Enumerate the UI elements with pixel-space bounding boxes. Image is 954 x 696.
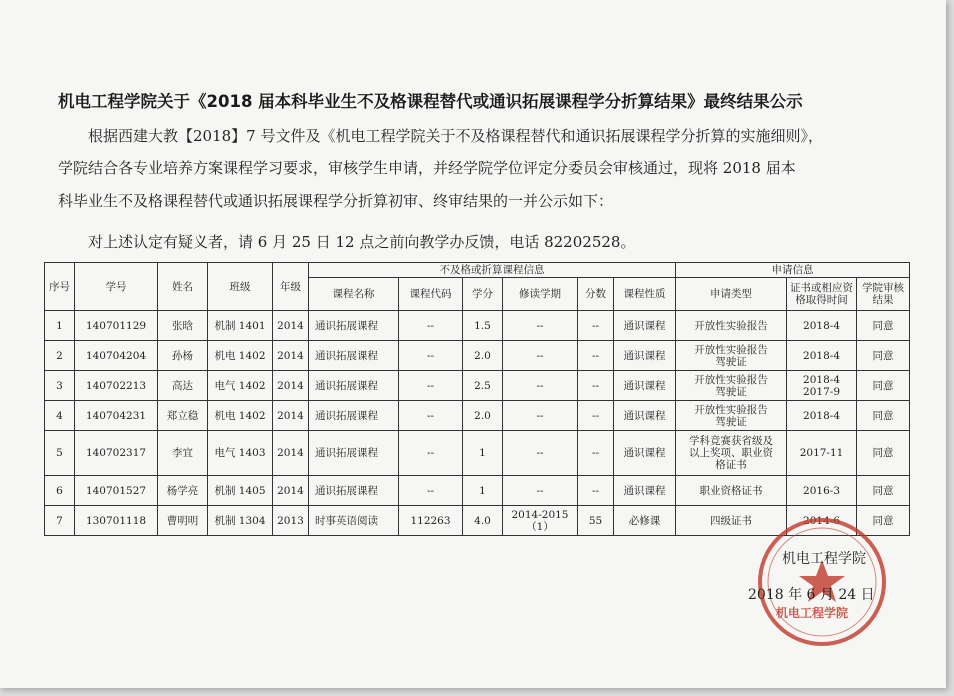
cell-course-name: 通识拓展课程: [309, 401, 399, 431]
cell-cert-time: 2018-4: [787, 401, 857, 431]
cell-class: 机制 1304: [208, 506, 273, 536]
cell-course-type: 通识课程: [614, 371, 676, 401]
cell-student-id: 140704231: [75, 401, 158, 431]
header-apply-group: 申请信息: [676, 263, 910, 278]
cell-grade: 2013: [273, 506, 309, 536]
cell-grade: 2014: [273, 476, 309, 506]
cell-score: --: [578, 401, 614, 431]
header-term: 修读学期: [503, 278, 578, 311]
cell-name: 张晗: [158, 311, 208, 341]
cell-term: --: [503, 431, 578, 476]
feedback-notice: 对上述认定有疑义者，请 6 月 25 日 12 点之前向教学办反馈，电话 82202528。: [88, 233, 636, 251]
header-student-id: 学号: [75, 263, 158, 311]
cell-score: --: [578, 311, 614, 341]
cell-cert-time: 2018-4: [787, 341, 857, 371]
table-row: [45, 476, 910, 506]
cell-apply-type: 开放性实验报告 驾驶证: [676, 371, 787, 401]
cell-apply-type: 职业资格证书: [676, 476, 787, 506]
header-seq: 序号: [45, 263, 75, 311]
header-course-name: 课程名称: [309, 278, 399, 311]
cell-term: --: [503, 476, 578, 506]
cell-student-id: 140702213: [75, 371, 158, 401]
cell-student-id: 140701527: [75, 476, 158, 506]
cell-course-type: 通识课程: [614, 311, 676, 341]
header-cert-time: 证书或相应资格取得时间: [787, 278, 857, 311]
header-apply-type: 申请类型: [676, 278, 787, 311]
cell-credit: 1: [463, 431, 503, 476]
cell-score: 55: [578, 506, 614, 536]
cell-result: 同意: [857, 371, 910, 401]
cell-term: --: [503, 311, 578, 341]
cell-term: --: [503, 371, 578, 401]
cell-result: 同意: [857, 401, 910, 431]
paragraph-line: 科毕业生不及格课程替代或通识拓展课程学分折算初审、终审结果的一并公示如下：: [58, 192, 614, 210]
cell-student-id: 130701118: [75, 506, 158, 536]
cell-student-id: 140701129: [75, 311, 158, 341]
header-course-group: 不及格或折算课程信息: [309, 263, 676, 278]
cell-cert-time: 2016-3: [787, 476, 857, 506]
cell-seq: 3: [45, 371, 75, 401]
cell-credit: 2.5: [463, 371, 503, 401]
header-score: 分数: [578, 278, 614, 311]
cell-score: --: [578, 431, 614, 476]
cell-name: 杨学亮: [158, 476, 208, 506]
cell-grade: 2014: [273, 311, 309, 341]
cell-credit: 4.0: [463, 506, 503, 536]
cell-result: 同意: [857, 311, 910, 341]
cell-seq: 1: [45, 311, 75, 341]
cell-course-type: 必修课: [614, 506, 676, 536]
cell-course-type: 通识课程: [614, 431, 676, 476]
cell-course-name: 时事英语阅读: [309, 506, 399, 536]
header-class: 班级: [208, 263, 273, 311]
signature-date: 2018 年 6 月 24 日: [748, 587, 875, 603]
cell-course-type: 通识课程: [614, 341, 676, 371]
cell-class: 机制 1401: [208, 311, 273, 341]
cell-cert-time: 2017-11: [787, 431, 857, 476]
cell-apply-type: 开放性实验报告: [676, 311, 787, 341]
cell-course-code: --: [399, 431, 463, 476]
table-row: [45, 431, 910, 476]
cell-class: 电气 1402: [208, 371, 273, 401]
cell-class: 机电 1402: [208, 341, 273, 371]
cell-result: 同意: [857, 431, 910, 476]
table-row: [45, 401, 910, 431]
cell-result: 同意: [857, 476, 910, 506]
cell-seq: 4: [45, 401, 75, 431]
paragraph-line: 根据西建大教【2018】7 号文件及《机电工程学院关于不及格课程替代和通识拓展课程学分折算的实施细则》，: [88, 127, 823, 145]
cell-seq: 5: [45, 431, 75, 476]
cell-name: 孙杨: [158, 341, 208, 371]
cell-apply-type: 学科竞赛获省级及 以上奖项、职业资 格证书: [676, 431, 787, 476]
cell-result: 同意: [857, 506, 910, 536]
cell-name: 郑立稳: [158, 401, 208, 431]
page-title: 机电工程学院关于《2018 届本科毕业生不及格课程替代或通识拓展课程学分折算结果》最终结果公示: [58, 92, 803, 111]
cell-grade: 2014: [273, 401, 309, 431]
cell-cert-time: 2014-6: [787, 506, 857, 536]
paragraph-line: 学院结合各专业培养方案课程学习要求，审核学生申请，并经学院学位评定分委员会审核通过，现将 2018 届本: [58, 159, 796, 177]
cell-result: 同意: [857, 341, 910, 371]
cell-term: 2014-2015 （1）: [503, 506, 578, 536]
cell-score: --: [578, 341, 614, 371]
cell-term: --: [503, 401, 578, 431]
cell-course-name: 通识拓展课程: [309, 311, 399, 341]
cell-class: 机电 1402: [208, 401, 273, 431]
cell-course-code: --: [399, 401, 463, 431]
cell-apply-type: 开放性实验报告 驾驶证: [676, 401, 787, 431]
header-result: 学院审核结果: [857, 278, 910, 311]
cell-seq: 6: [45, 476, 75, 506]
cell-course-code: --: [399, 311, 463, 341]
header-grade: 年级: [273, 263, 309, 311]
cell-course-code: --: [399, 476, 463, 506]
cell-course-type: 通识课程: [614, 476, 676, 506]
header-course-code: 课程代码: [399, 278, 463, 311]
cell-apply-type: 开放性实验报告 驾驶证: [676, 341, 787, 371]
cell-seq: 2: [45, 341, 75, 371]
cell-credit: 1.5: [463, 311, 503, 341]
official-seal: [752, 512, 892, 652]
cell-course-name: 通识拓展课程: [309, 431, 399, 476]
cell-student-id: 140702317: [75, 431, 158, 476]
table-body: [45, 311, 910, 536]
cell-grade: 2014: [273, 431, 309, 476]
signature-org: 机电工程学院: [782, 551, 866, 567]
cell-course-code: --: [399, 371, 463, 401]
cell-grade: 2014: [273, 341, 309, 371]
cell-score: --: [578, 476, 614, 506]
header-course-type: 课程性质: [614, 278, 676, 311]
cell-cert-time: 2018-4: [787, 311, 857, 341]
cell-course-code: 112263: [399, 506, 463, 536]
cell-course-code: --: [399, 341, 463, 371]
header-name: 姓名: [158, 263, 208, 311]
cell-class: 电气 1403: [208, 431, 273, 476]
cell-course-name: 通识拓展课程: [309, 371, 399, 401]
cell-class: 机制 1405: [208, 476, 273, 506]
cell-grade: 2014: [273, 371, 309, 401]
cell-score: --: [578, 371, 614, 401]
cell-credit: 1: [463, 476, 503, 506]
cell-seq: 7: [45, 506, 75, 536]
seal-text: 机电工程学院: [776, 606, 849, 620]
cell-course-type: 通识课程: [614, 401, 676, 431]
cell-term: --: [503, 341, 578, 371]
cell-name: 曹明明: [158, 506, 208, 536]
cell-student-id: 140704204: [75, 341, 158, 371]
cell-course-name: 通识拓展课程: [309, 341, 399, 371]
results-table: [44, 262, 910, 536]
cell-name: 高达: [158, 371, 208, 401]
table-row: [45, 311, 910, 341]
header-credit: 学分: [463, 278, 503, 311]
cell-course-name: 通识拓展课程: [309, 476, 399, 506]
cell-credit: 2.0: [463, 341, 503, 371]
table-row: [45, 341, 910, 371]
cell-name: 李宜: [158, 431, 208, 476]
cell-credit: 2.0: [463, 401, 503, 431]
cell-cert-time: 2018-4 2017-9: [787, 371, 857, 401]
table-row: [45, 371, 910, 401]
cell-apply-type: 四级证书: [676, 506, 787, 536]
